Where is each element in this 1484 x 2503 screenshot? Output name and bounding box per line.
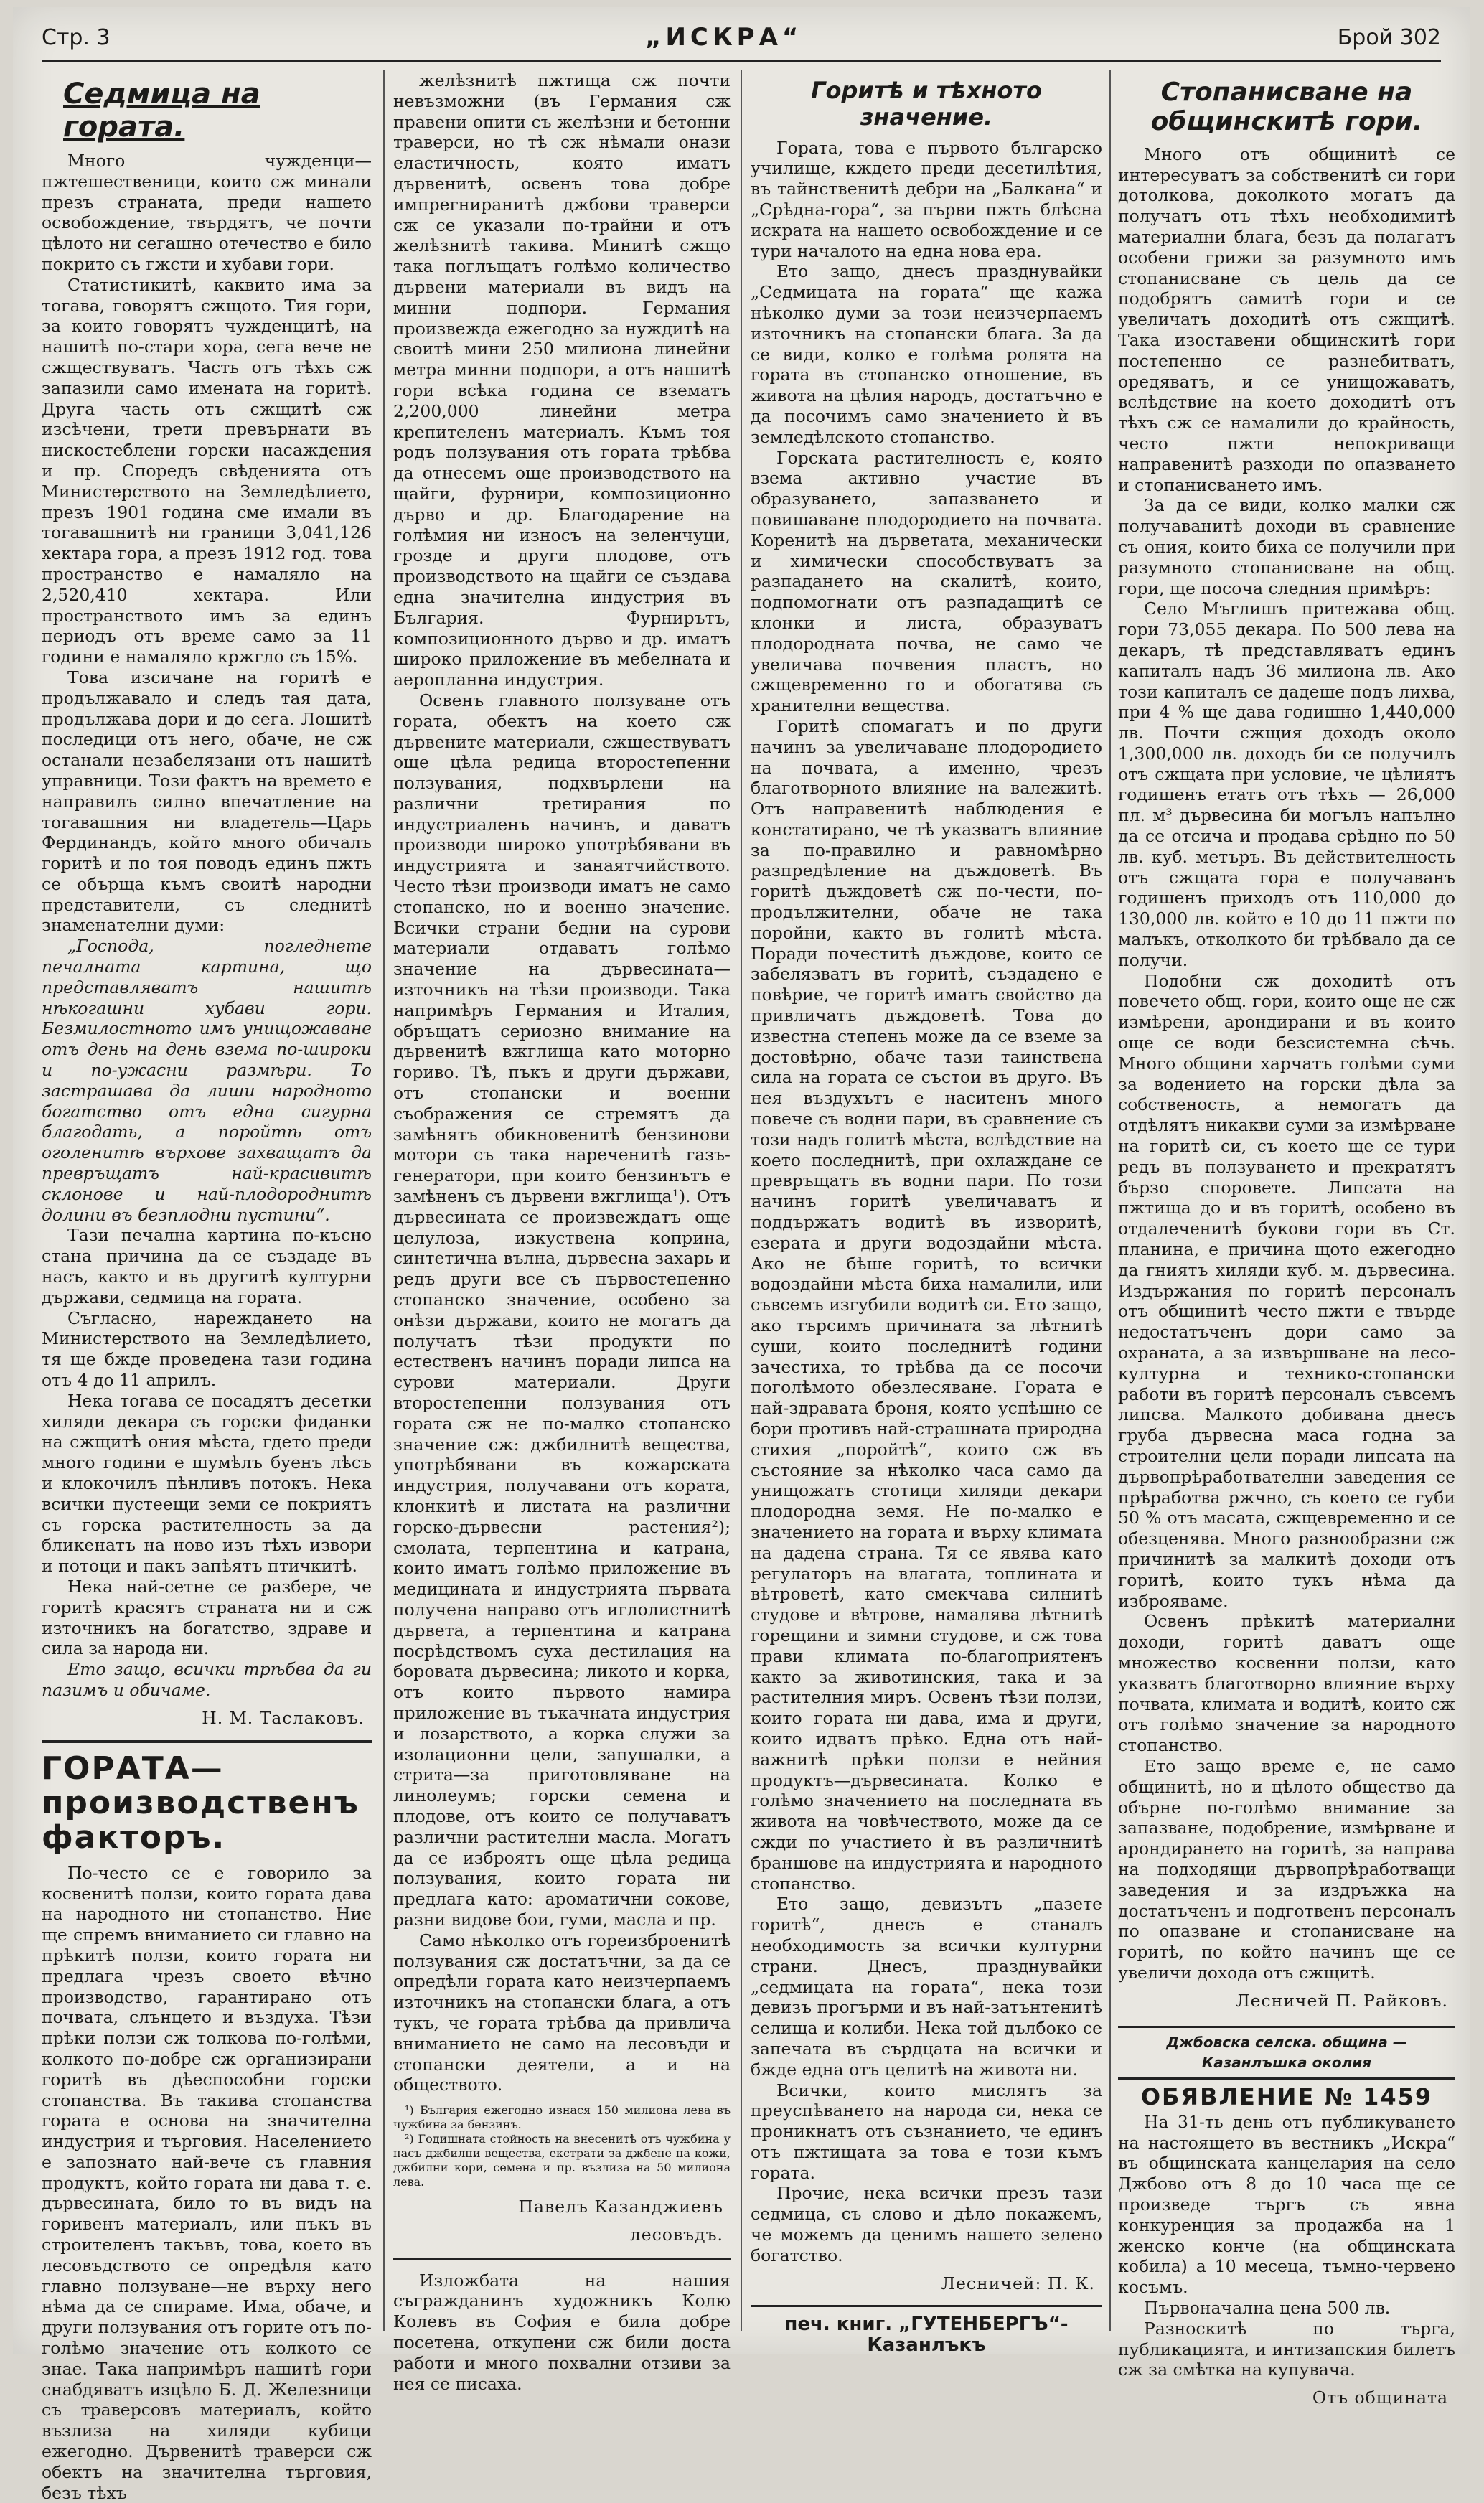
paragraph: Тази печална картина по-късно стана причина да се създаде въ насъ, както и въ другитѣ културни държави, седмица на гората.	[42, 1225, 372, 1307]
paragraph: желѣзнитѣ пжтища сж почти невъзможни (въ Германия сж правени опити съ желѣзни и бетонни траверси, но тѣ сж нѣмали онази еластичность, която иматъ дървенитѣ, освенъ това добре импрегниранитѣ джбови траверси сж се указали по-трайни и отъ желѣзнитѣ такива. Минитѣ сжщо така поглъщатъ голѣмо количество дървени материали въ видъ на минни подпори. Германия произвежда ежегодно за нуждитѣ на своитѣ мини 250 милиона линейни метра минни подпори, а отъ нашитѣ гори всѣка година се взематъ 2,200,000 линейни метра крепителенъ материалъ. Къмъ тоя родъ ползувания отъ гората трѣбва да отнесемъ още производството на щайги, фурнири, композиционно дърво и др. Благодарение на голѣмия ни износъ на зеленчуци, грозде и други плодове, отъ производството на щайги се създава една значителна индустрия въ България. Фурнирътъ, композиционното дърво и др. иматъ широко приложение въ мебелната и аеропланна индустрия.	[393, 70, 731, 690]
article-title: Седмица на гората.	[63, 78, 260, 144]
newspaper-page	[13, 7, 1470, 2503]
column-3	[751, 70, 1102, 2357]
paragraph: Нека тогава се посадятъ десетки хиляди декара съ горски фиданки на сжщитѣ ония мѣста, гдето преди много години е шумѣлъ буенъ лѣсъ и клокочилъ пѣнливъ потокъ. Нека всички пустеещи земи се покриятъ съ горска растителность за да бликенатъ на ново изъ тѣхъ извори и потоци и пакъ запѣятъ птичкитѣ.	[42, 1390, 372, 1577]
printer-imprint: печ. книг. „ГУТЕНБЕРГЪ“-Казанлъкъ	[751, 2305, 1102, 2356]
column-2	[393, 70, 731, 2394]
paragraph: Освенъ главното ползуване отъ гората, обектъ на което сж дървените материали, сжществуватъ още цѣла редица второстепенни ползувания, подхвърлени на различни третирания по индустриаленъ начинъ, и даватъ производи широко употрѣбявани въ индустрията и занаятчийството. Често тѣзи производи иматъ не само стопанско, но и военно значение. Всички страни бедни на сурови материали отдаватъ голѣмо значение на дървесината—източникъ на тѣзи производи. Така напримѣръ Германия и Италия, обръщатъ сериозно внимание на дървенитѣ вжглища като моторно гориво. Тѣ, пъкъ и други държави, отъ стопански и военни съображения се стремятъ да замѣнятъ обикновенитѣ бензинови мотори съ така нареченитѣ газъ-генератори, при които бензинътъ е замѣненъ съ дървени вжглища¹). Отъ дървесината се произвеждатъ още целулоза, изкуствена коприна, синтетична вълна, дървесна захарь и редъ други все съ първостепенно стопанско значение, особено за онѣзи държави, които не могатъ да получатъ тѣзи продукти по естественъ начинъ поради липса на сурови материали. Други второстепенни ползувания отъ гората сж не по-малко стопанско значение сж: джбилнитѣ вещества, употрѣбявани въ кожарската индустрия, получавани отъ кората, клонкитѣ и листата на различни горско-дървесни растения²); смолата, терпентина и катрана, които иматъ голѣмо приложение въ медицината и индустрията първата получена направо отъ иглолистнитѣ дървета, а терпентина и катрана посрѣдствомъ суха дестилация на боровата дървесина; ликото и корка, отъ които първото намира приложение въ тъкачната индустрия и лозарството, а корка служи за изолационни цели, запушалки, а стрита—за приготовляване на линолеумъ; горски семена и плодове, отъ които се получаватъ различни растителни масла. Могатъ да се изброятъ още цѣла редица ползувания, които гората ни предлага като: ароматични сокове, разни видове бои, гуми, масла и пр.	[393, 690, 731, 1930]
column-divider	[741, 70, 742, 2331]
paragraph: Освенъ прѣкитѣ материални доходи, горитѣ даватъ още множество косвенни ползи, като указватъ благотворно влияние върху почвата, климата и водитѣ, които сж отъ голѣмо значение за народното стопанство.	[1118, 1611, 1455, 1756]
issue-number: Брой 302	[1337, 24, 1441, 50]
paragraph: Ето защо време е, не само общинитѣ, но и цѣлото общество да обърне по-голѣмо внимание за запазване, подобрение, измѣрване и арондирането на горитѣ, за направа на подходящи дървопрѣработващи заведения и за издръжка на достатъченъ и подготвенъ персоналъ по опазване и стопанисване на горитѣ, по който начинъ ще се увеличи дохода отъ сжщитѣ.	[1118, 1755, 1455, 1983]
paragraph: Първоначална цена 500 лв.	[1144, 2298, 1391, 2319]
paragraph: По-често се е говорило за косвенитѣ ползи, които гората дава на народното ни стопанство. Ние ще спремъ вниманието си главно на прѣкитѣ ползи, които гората ни предлага чрезъ своето вѣчно производство, гарантирано отъ почвата, слънцето и въздуха. Тѣзи прѣки ползи сж толкова по-голѣми, колкото по-добре сж организирани горитѣ въ дѣеспособни горски стопанства. Въ такива стопанства гората е основа на значителна индустрия и търговия. Населението е запознато най-вече съ главния продуктъ, който гората ни дава т. е. дървесината, било то въ видъ на горивенъ материалъ, или пъкъ въ строителенъ такъвъ, това, което въ лесовъдството се опредѣля като главно ползуване—не върху него нѣма да се спираме. Има, обаче, и други ползувания отъ горите отъ по-голѣмо значение отъ колкото се знае. Така напримѣръ нашитѣ гори снабдяватъ изцѣло Б. Д. Железници съ траверсовъ материалъ, който възлиза на хиляди кубици ежегодно. Дървенитѣ траверси сж обектъ на значителна търговия, безъ тѣхъ	[42, 1862, 372, 2503]
paragraph: Горитѣ спомагатъ и по други начинъ за увеличаване плодородието на почвата, а именно, чрезъ благотворното влияние на валежитѣ. Отъ направенитѣ наблюдения е констатирано, че тѣ указватъ влияние за по-правилно и равномѣрно разпредѣление на дъждоветѣ. Въ горитѣ дъждоветѣ сж по-чести, по-продължителни, обаче не така поройни, както въ голитѣ мѣста. Поради почеститѣ дъждове, които се забелязватъ въ горитѣ, създадено е повѣрие, че горитѣ иматъ свойство да привличатъ дъждоветѣ. Това до известна степень може да се вземе за достовѣрно, обаче тази таинствена сила на гората се състои въ друго. Въ нея въздухътъ е наситенъ много повече съ водни пари, въ сравнение съ този надъ голитѣ мѣста, вслѣдствие на което последнитѣ, при охлаждане се превръщатъ въ водни пари. По този начинъ горитѣ увеличаватъ и поддържатъ водитѣ въ изворитѣ, езерата и други водоздайни мѣста. Ако не бѣше горитѣ, то всички водоздайни мѣста биха намалили, или съвсемъ изгубили водитѣ си. Ето защо, ако търсимъ причината за лѣтнитѣ суши, които последнитѣ години зачестиха, то трѣбва да се посочи поголѣмото обезлесяване. Гората е най-здравата броня, която успѣшно се бори противъ най-страшната природна стихия „поройтѣ“, които сж въ състояние за нѣколко часа само да унищожатъ стотици хиляди декари плодородна земя. Не по-малко е значението на гората и върху климата на дадена страна. Тя се явява като регулаторъ на влагата, топлината и вѣтроветѣ, като смекчава силнитѣ студове и вѣтрове, намалява лѣтнитѣ горещини и зимни студове, и сж това прави климата по-благоприятенъ както за животинския, така и за растителния миръ. Освенъ тѣзи ползи, които гората ни дава, има и други, които идватъ прѣко. Една отъ най-важнитѣ прѣки ползи е нейния продуктъ—дървесината. Колко е голѣмо значението на последната въ живота на човѣчеството, може да се сжди по участието ѝ въ различнитѣ браншове на индустрията и народното стопанство.	[751, 715, 1102, 1894]
paragraph: Гората, това е първото българско училище, кждето преди десетилѣтия, въ тайнственитѣ дебри на „Балкана“ и „Срѣдна-гора“, за първи пжть блѣсна искрата на нашето освобождение и се тури началото на една нова ера.	[751, 137, 1102, 261]
article-title: ГОРАТА—производственъ факторъ.	[42, 1740, 372, 1856]
paragraph: Много отъ общинитѣ се интересуватъ за собственитѣ си гори дотолкова, доколкото могатъ да получатъ отъ тѣхъ необходимитѣ материални блага, безъ да полагатъ особени грижи за разумното имъ стопанисване съ цель да се подобрятъ самитѣ гори и се увеличатъ доходитѣ отъ сжщитѣ. Така изоставени общинскитѣ гори постепенно се разнебитватъ, оредяватъ, и се унищожаватъ, вслѣдствие на което доходитѣ отъ тѣхъ сж се намалили до крайность, често пжти непокриващи направенитѣ разходи по опазването и стопанисването имъ.	[1118, 144, 1455, 495]
exhibit-notice	[393, 2258, 731, 2395]
paragraph: Нека най-сетне се разбере, че горитѣ красятъ страната ни и сж източникъ на богатство, здраве и сила за народа ни.	[42, 1576, 372, 1659]
page-number: Стр. 3	[42, 24, 111, 50]
paragraph: Изложбата на нашия съгражданинъ художникъ Колю Колевъ въ София е била добре посетена, откупени сж били доста работи и много похвални отзиви за нея се писаха.	[393, 2270, 731, 2394]
author-signature: Лесничей П. Райковъ.	[1236, 1990, 1448, 2011]
announcement-banner: Джбовска селска. община — Казанлъшка околия	[1118, 2026, 1455, 2080]
paragraph: Статистикитѣ, каквито има за тогава, говорятъ сжщото. Тия гори, за които говорятъ чужденцитѣ, на нашитѣ по-стари хора, сега вече не сжществуватъ. Часть отъ тѣхъ сж запазили само имената на горитѣ. Друга часть отъ сжщитѣ сж изсѣчени, трети превърнати въ нискостеблени горски насаждения и пр. Споредъ свѣденията отъ Министерството на Земледѣлието, презъ 1901 година сме имали въ тогавашнитѣ ни граници 3,041,126 хектара гора, а презъ 1912 год. това пространство е намаляло на 2,520,410 хектара. Или пространството имъ за единъ периодъ отъ време само за 11 години е намаляло кржгло съ 15%.	[42, 274, 372, 667]
quote-paragraph: „Господа, погледнете печалната картина, що представляватъ нашитѣ нѣкогашни хубави гори. Безмилостното имъ унищожаване отъ день на день взема по-широки и по-ужасни размѣри. То застрашава да лиши народното богатство отъ една сигурна благодать, а поройтѣ отъ оголенитѣ върхове захващатъ да превръщатъ най-красивитѣ склонове и най-плодороднитѣ долини въ безплодни пустини“.	[42, 936, 372, 1225]
paragraph: Това изсичане на горитѣ е продължавало и следъ тая дата, продължава дори и до сега. Лошитѣ последици отъ него, обаче, не сж останали незабелязани отъ нашитѣ управници. Този фактъ на времето е направилъ силно впечатление на тогавашния ни владетель—Царь Фердинандъ, който много обичалъ горитѣ и по тоя поводъ единъ пжть се обърща къмъ своитѣ народни представители, съ следнитѣ знаменателни думи:	[42, 667, 372, 936]
author-role: лесовъдъ.	[629, 2224, 723, 2245]
column-1	[42, 70, 372, 2503]
column-divider	[383, 70, 385, 2331]
article-title: Горитѣ и тѣхното значение.	[811, 77, 1042, 131]
paragraph: На 31-ть день отъ публикуването на настоящето въ вестникъ „Искра“ въ общинската канцелария на село Джбово отъ 8 до 10 часа ще се произведе търгъ съ явна конкуренция за продажба на 1 женско конче (на общинската кобила) а 10 месеца, тъмно-червено косъмъ.	[1118, 2111, 1455, 2298]
paragraph: Горската растителность е, която взема активно участие въ образуването, запазването и повишаване плодородието на почвата. Коренитѣ на дърветата, механически и химически способствуватъ за разпадането на скалитѣ, които, подпомогнати отъ разпадащитѣ се клонки и листа, образуватъ плодородната почва, не само че увеличава почвения пластъ, но сжщевременно го и обогатява съ хранителни вещества.	[751, 447, 1102, 716]
author-signature: Н. М. Таслаковъ.	[202, 1707, 365, 1728]
author-signature: Лесничей: П. К.	[941, 2273, 1095, 2293]
announcement-title: ОБЯВЛЕНИЕ № 1459	[1140, 2083, 1433, 2111]
paragraph: Съгласно, нареждането на Министерството на Земледѣлието, тя ще бжде проведена тази година отъ 4 до 11 априлъ.	[42, 1307, 372, 1391]
footnote: ¹) България ежегодно изнася 150 милиона лева въ чужбина за бензинъ.	[393, 2103, 731, 2132]
footnote: ²) Годишната стойность на внесенитѣ отъ чужбина у насъ джбилни вещества, екстрати за джбене на кожи, джбилни кори, семена и пр. възлиза на 50 милиона лева.	[393, 2132, 731, 2189]
paragraph: Ето защо, девизътъ „пазете горитѣ“, днесъ е станалъ необходимость за всички културни страни. Днесъ, празднувайки „седмицата на гората“, нека този девизъ прогърми и въ най-затънтенитѣ селища и колиби. Нека той дълбоко се запечата въ сърдцата на всички и бжде една отъ целитѣ на живота ни.	[751, 1894, 1102, 2080]
paragraph: Много чужденци—пжтешественици, които сж минали презъ страната, преди нашето освобождение, твърдятъ, че почти цѣлото ни сегашно отечество е било покрито съ гжсти и хубави гори.	[42, 151, 372, 274]
paragraph: Село Мъглишъ притежава общ. гори 73,055 декара. По 500 лева на декаръ, тѣ представляватъ единъ капиталъ надъ 36 милиона лв. Ако този капиталъ се дадеше подъ лихва, при 4 % ще дава годишно 1,440,000 лв. Почти сжщия доходъ около 1,300,000 лв. доходъ би се получилъ отъ сжщата при условие, че цѣлиятъ годишенъ етатъ отъ тѣхъ — 26,000 пл. м³ дървесина би могълъ напълно да се отсича и продава срѣдно по 50 лв. куб. метъръ. Въ действителность отъ сжщата гора е получаванъ годишенъ приходъ отъ 110,000 до 130,000 лв. който е 10 до 11 пжти по малъкъ, отколкото би трѣбвало да се получи.	[1118, 598, 1455, 970]
paragraph: Всички, които мислятъ за преуспѣването на народа си, нека се проникнатъ отъ съзнанието, че единъ отъ пжтищата за това е този къмъ гората.	[751, 2080, 1102, 2183]
paragraph: Разноскитѣ по търга, публикацията, и интизапския билетъ сж за смѣтка на купувача.	[1118, 2318, 1455, 2380]
masthead: „ИСКРА“	[645, 23, 803, 52]
paragraph: Подобни сж доходитѣ отъ повечето общ. гори, които още не сж измѣрени, арондирани и въ които още се води безсистемна сѣчь. Много общини харчатъ голѣми суми за водението на горски дѣла за собственость, а немогатъ да отдѣлятъ никакви суми за измѣрване на горитѣ си, съ което ще се тури редъ въ ползуването и прекратятъ бързо споровете. Липсата на пжтища до и въ горитѣ, особено въ отдалеченитѣ букови гори въ Ст. планина, е причина щото ежегодно да гниятъ хиляди куб. м. дървесина. Издържания по горитѣ персоналъ отъ общинитѣ често пжти е твърде недостатъченъ дори само за охраната, а за извършване на лесо-културна и технико-стопански работи въ горитѣ персоналъ съвсемъ липсва. Малкото добивана днесъ груба дървесна маса годна за строителни цели поради липсата на дървопрѣработвателни заведения се прѣработва ржчно, съ което се губи 50 % отъ масата, сжщевременно и се обезценява. Много разнообразни сж причинитѣ за малкитѣ доходи отъ горитѣ, които тукъ нѣма да изброяваме.	[1118, 970, 1455, 1611]
paragraph: Ето защо, днесъ празднувайки „Седмицата на гората“ ще кажа нѣколко думи за този неизчерпаемъ източникъ на стопански блага. За да се види, колко е голѣма ролята на гората въ стопанско отношение, въ живота на цѣлия народъ, достатъчно е да посочимъ само значението ѝ въ земледѣлското стопанство.	[751, 261, 1102, 447]
column-divider	[1109, 70, 1111, 2331]
paragraph: Прочие, нека всички презъ тази седмица, съ слово и дѣло покажемъ, че можемъ да ценимъ нашето зелено богатство.	[751, 2183, 1102, 2265]
author-signature: Павелъ Казанджиевъ	[518, 2197, 723, 2217]
column-4	[1118, 70, 1455, 2408]
article-title: Стопанисване на общинскитѣ гори.	[1150, 78, 1423, 137]
paragraph: Само нѣколко отъ гореизброенитѣ ползувания сж достатъчни, за да се опредѣли гората като неизчерпаемъ източникъ на стопански блага, а отъ тукъ, че гората трѣбва да привлича вниманието не само на лесовъди и стопански деятели, а и на обществото.	[393, 1930, 731, 2095]
announcement-signature: Отъ общината	[1312, 2387, 1448, 2408]
page-header	[42, 16, 1441, 59]
header-rule	[42, 60, 1441, 62]
paragraph: Ето защо, всички трѣбва да ги пазимъ и обичаме.	[42, 1659, 372, 1700]
paragraph: За да се види, колко малки сж получаванитѣ доходи въ сравнение съ ония, които биха се получили при разумното стопанисване на общ. гори, ще посоча следния примѣръ:	[1118, 495, 1455, 598]
footnotes	[393, 2100, 731, 2189]
